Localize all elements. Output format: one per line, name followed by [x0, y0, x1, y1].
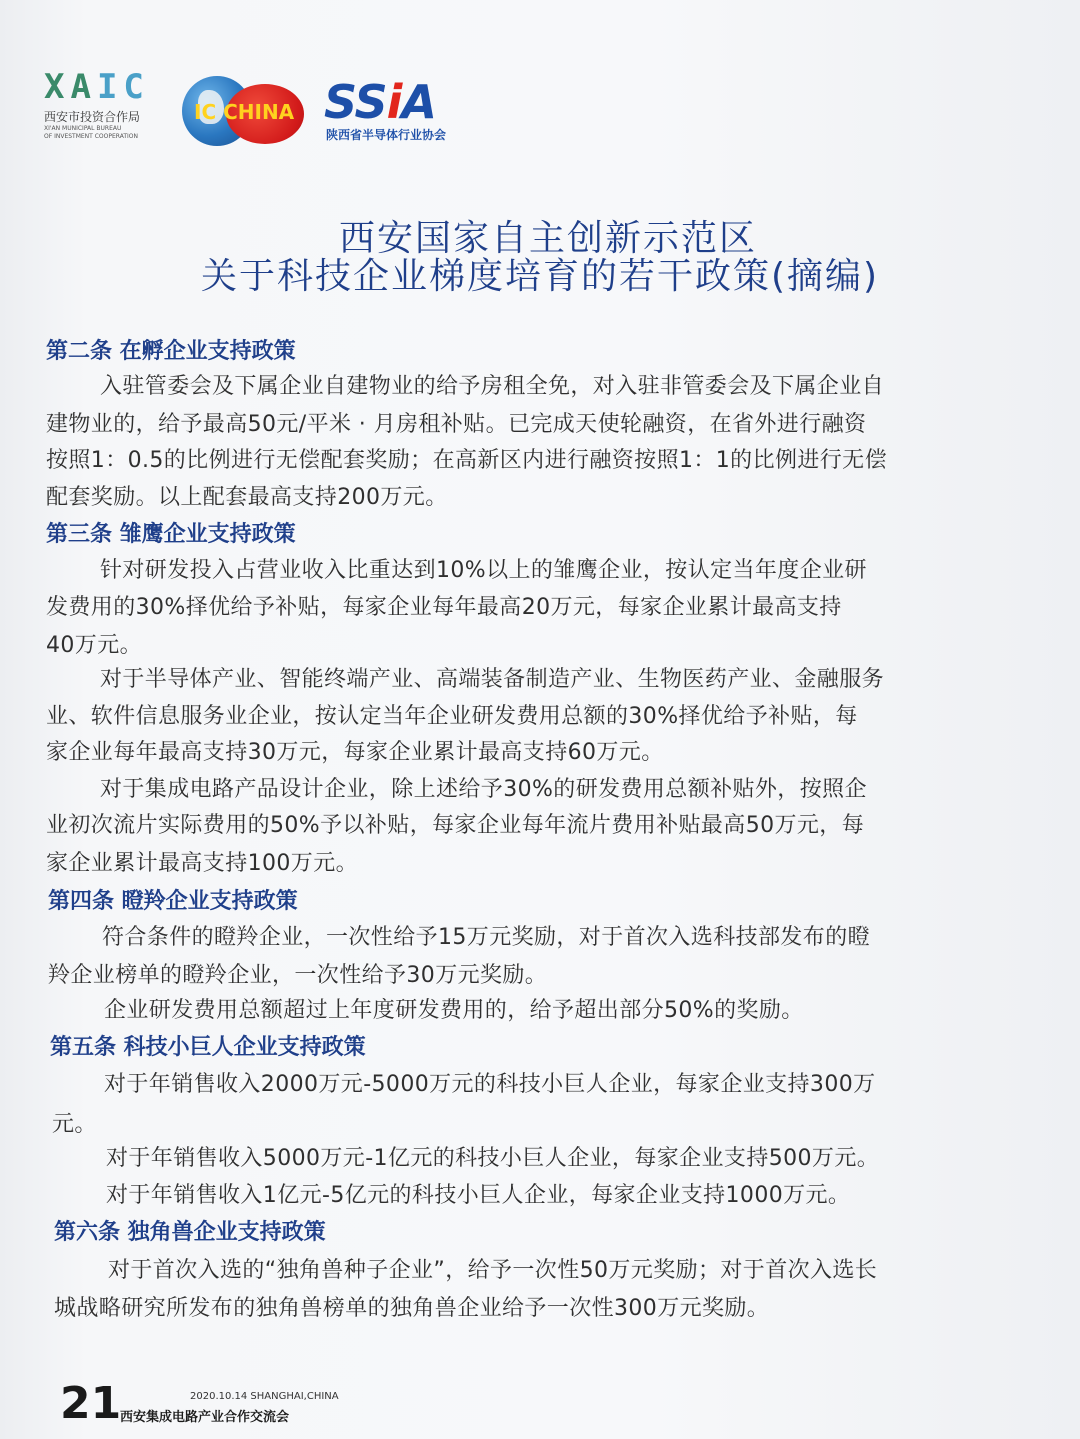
paragraph-line: 对于年销售收入2000万元-5000万元的科技小巨人企业，每家企业支持300万 — [104, 1072, 876, 1097]
footer-date: 2020.10.14 SHANGHAI,CHINA — [190, 1391, 339, 1402]
page-title-line-1: 西安国家自主创新示范区 — [338, 218, 757, 259]
section-heading: 第六条 独角兽企业支持政策 — [54, 1220, 326, 1245]
header-logos — [44, 68, 474, 158]
section-heading: 第二条 在孵企业支持政策 — [46, 339, 296, 364]
paragraph-line: 对于年销售收入1亿元-5亿元的科技小巨人企业，每家企业支持1000万元。 — [106, 1183, 851, 1208]
xaic-logo-en-2: OF INVESTMENT COOPERATION — [44, 133, 138, 140]
paragraph-line: 针对研发投入占营业收入比重达到10%以上的雏鹰企业，按认定当年度企业研 — [100, 558, 867, 583]
paragraph-line: 家企业累计最高支持100万元。 — [46, 851, 358, 876]
xaic-logo-mark: XAIC — [44, 67, 150, 107]
paragraph-line: 城战略研究所发布的独角兽榜单的独角兽企业给予一次性300万元奖励。 — [54, 1296, 770, 1321]
paragraph-line: 企业研发费用总额超过上年度研发费用的，给予超出部分50%的奖励。 — [104, 998, 804, 1023]
xaic-logo-en-1: XI'AN MUNICIPAL BUREAU — [44, 125, 122, 132]
paragraph-line: 家企业每年最高支持30万元，每家企业累计最高支持60万元。 — [46, 740, 664, 765]
footer-event-name: 西安集成电路产业合作交流会 — [120, 1410, 290, 1425]
paragraph-line: 发费用的30%择优给予补贴，每家企业每年最高20万元，每家企业累计最高支持 — [46, 595, 842, 620]
paragraph-line: 对于首次入选的“独角兽种子企业”，给予一次性50万元奖励；对于首次入选长 — [108, 1258, 878, 1283]
ssia-logo — [324, 75, 447, 143]
paragraph-line: 业、软件信息服务业企业，按认定当年企业研发费用总额的30%择优给予补贴，每 — [46, 704, 858, 729]
paragraph-line: 业初次流片实际费用的50%予以补贴，每家企业每年流片费用补贴最高50万元，每 — [46, 813, 865, 838]
ic-china-logo-text: IC CHINA — [194, 100, 295, 124]
paragraph-line: 对于半导体产业、智能终端产业、高端装备制造产业、生物医药产业、金融服务 — [100, 667, 885, 692]
ssia-logo-mark: SSiA — [324, 75, 437, 129]
paragraph-line: 羚企业榜单的瞪羚企业，一次性给予30万元奖励。 — [48, 963, 548, 988]
paragraph-line: 符合条件的瞪羚企业，一次性给予15万元奖励，对于首次入选科技部发布的瞪 — [102, 925, 870, 950]
paragraph-line: 元。 — [52, 1112, 97, 1137]
xaic-logo-cn: 西安市投资合作局 — [44, 110, 141, 124]
paragraph-line: 对于年销售收入5000万元-1亿元的科技小巨人企业，每家企业支持500万元。 — [106, 1146, 880, 1171]
paragraph-line: 入驻管委会及下属企业自建物业的给予房租全免，对入驻非管委会及下属企业自 — [100, 374, 885, 399]
page-number: 21 — [60, 1378, 122, 1429]
paragraph-line: 40万元。 — [46, 633, 142, 658]
paragraph-line: 对于集成电路产品设计企业，除上述给予30%的研发费用总额补贴外，按照企 — [100, 777, 867, 802]
section-heading: 第三条 雏鹰企业支持政策 — [46, 522, 296, 547]
paragraph-line: 按照1：0.5的比例进行无偿配套奖励；在高新区内进行融资按照1：1的比例进行无偿 — [46, 448, 887, 473]
ssia-logo-cn: 陕西省半导体行业协会 — [326, 128, 447, 142]
section-heading: 第五条 科技小巨人企业支持政策 — [50, 1035, 366, 1060]
paragraph-line: 配套奖励。以上配套最高支持200万元。 — [46, 485, 448, 510]
page-title-line-2: 关于科技企业梯度培育的若干政策(摘编) — [200, 256, 880, 297]
xaic-logo — [44, 68, 174, 141]
paragraph-line: 建物业的，给予最高50元/平米 · 月房租补贴。已完成天使轮融资，在省外进行融资 — [46, 412, 867, 437]
section-heading: 第四条 瞪羚企业支持政策 — [48, 889, 298, 914]
